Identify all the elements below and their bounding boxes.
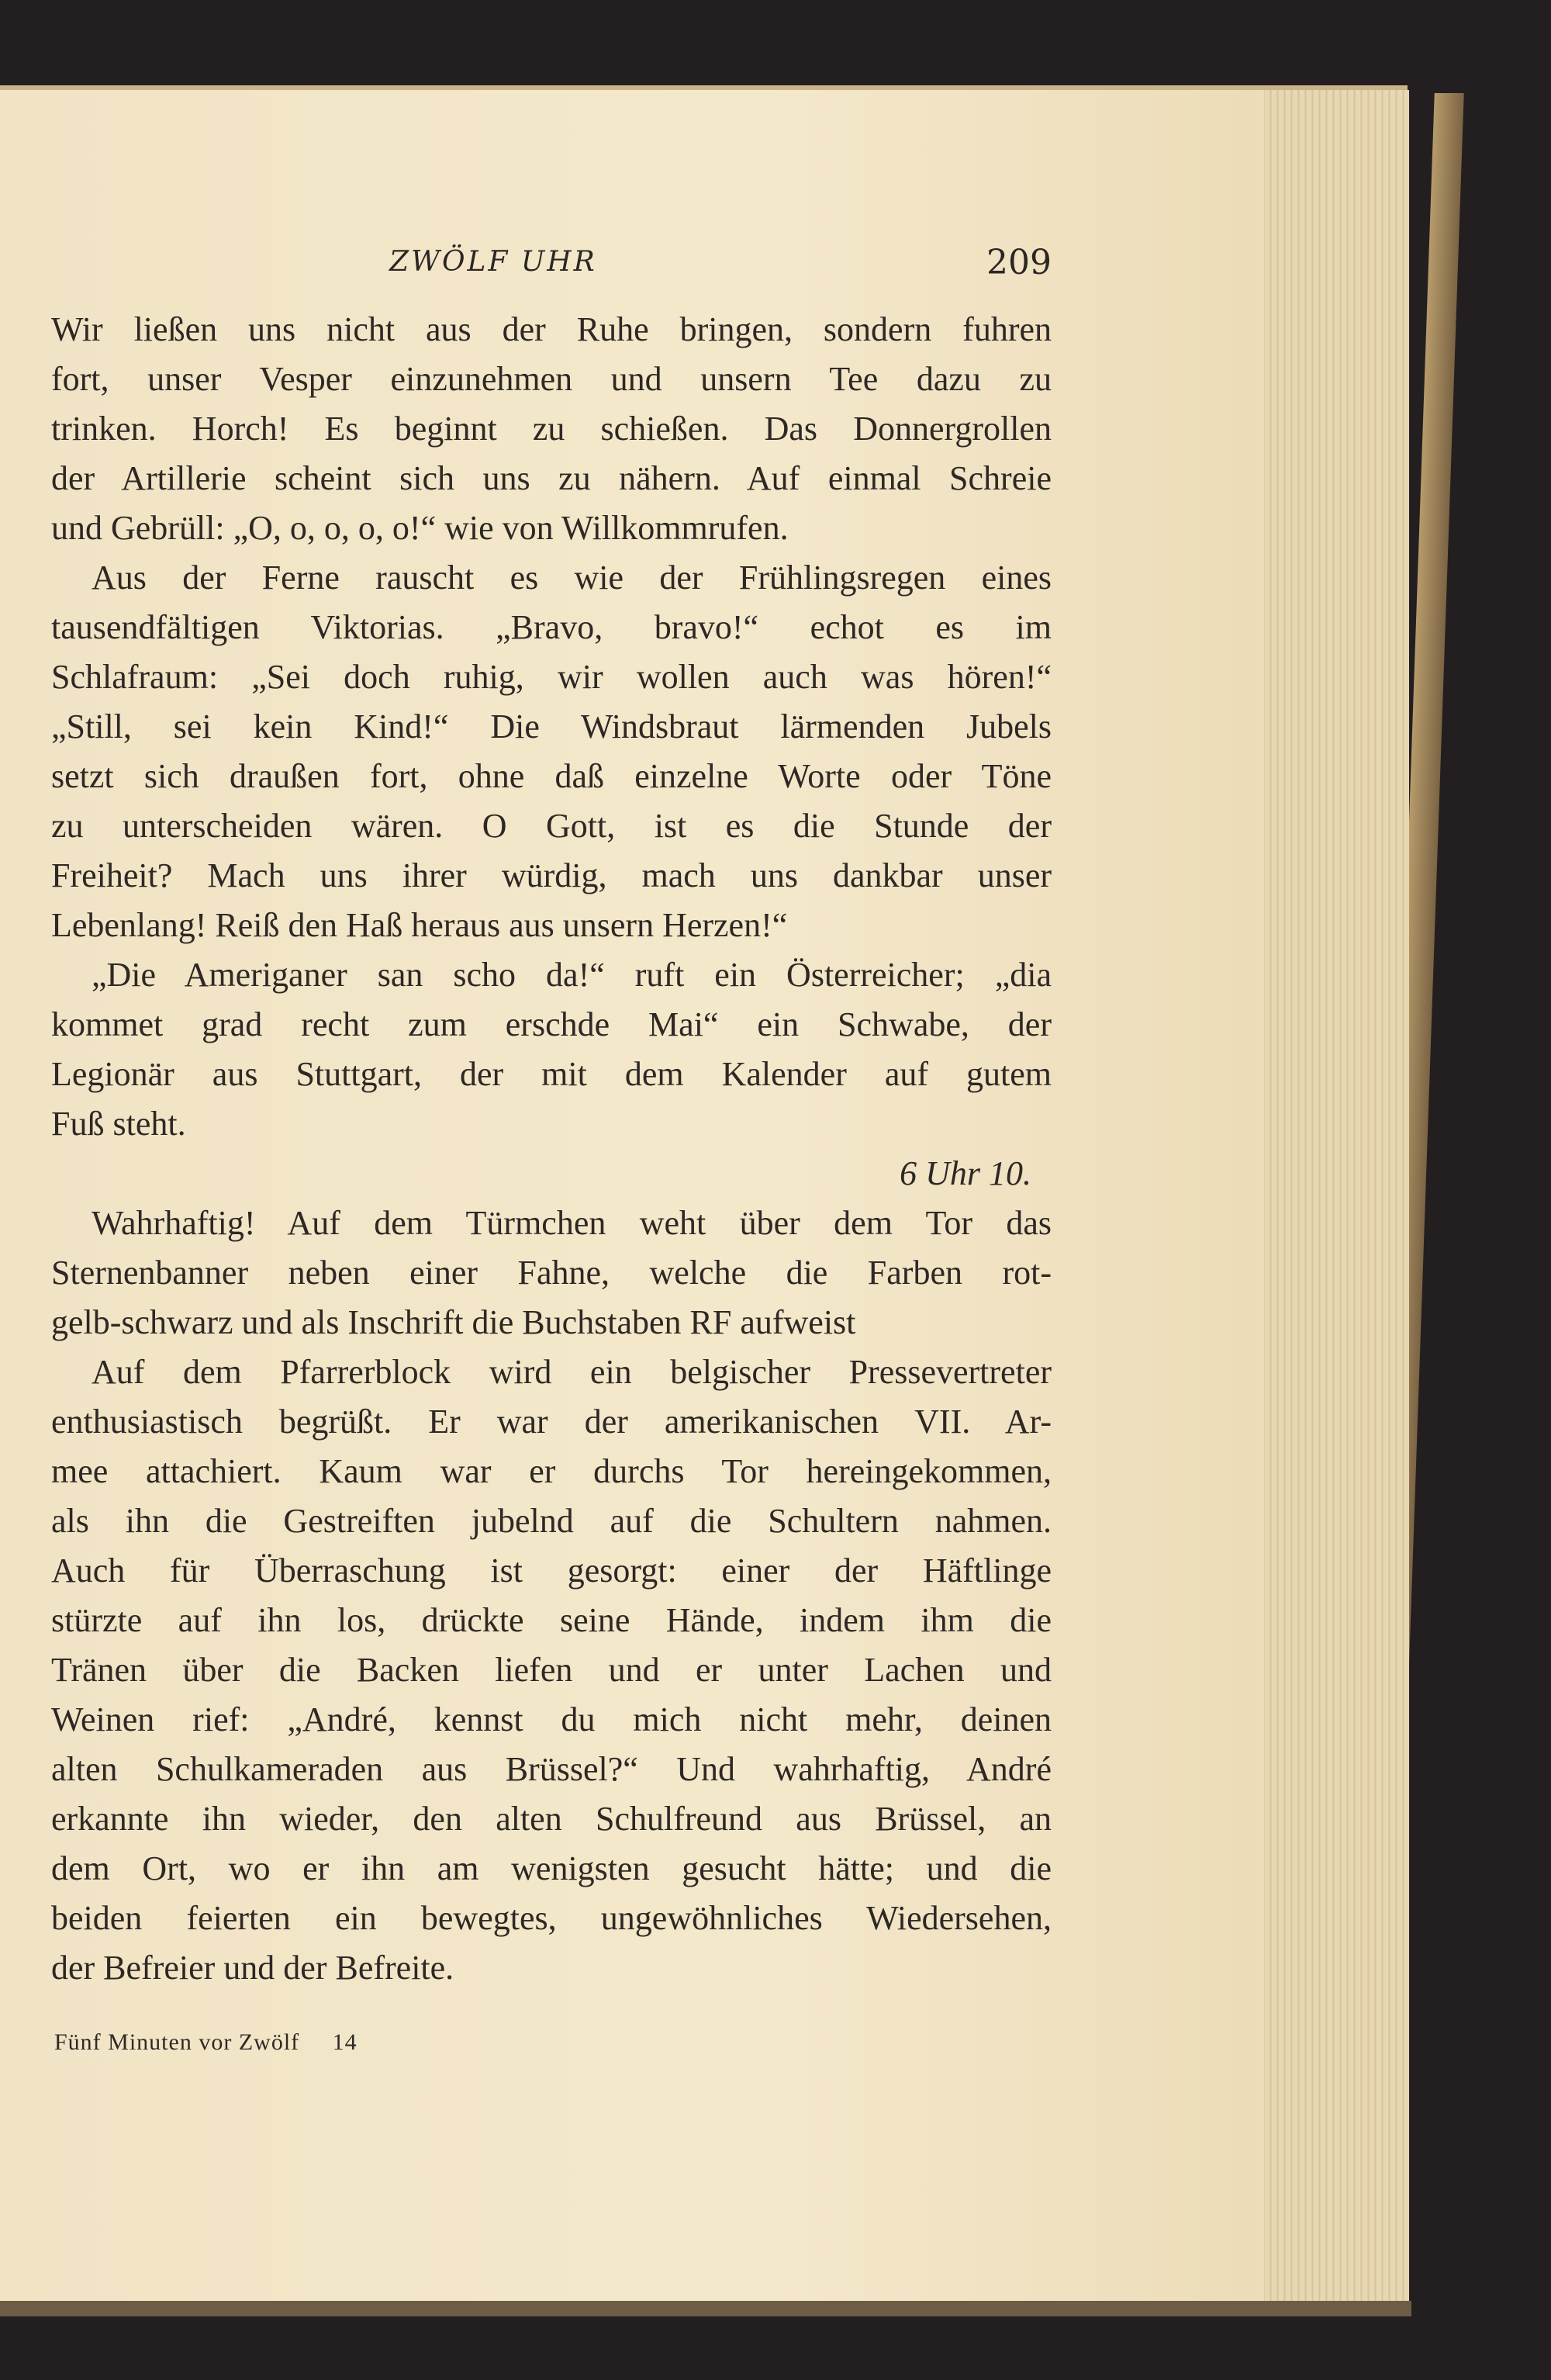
body-text [51, 305, 1052, 1993]
printer-signature [54, 2029, 358, 2056]
text-line: trinken. Horch! Es beginnt zu schießen. Das Donnergrollen [51, 410, 1052, 448]
page-number: 209 [986, 243, 1052, 282]
text-line: alten Schulkameraden aus Brüssel?“ Und wahrhaftig, André [51, 1750, 1052, 1788]
running-head: ZWÖLF UHR [389, 246, 597, 278]
page-edges [1256, 90, 1409, 2301]
text-line: Weinen rief: „André, kennst du mich nicht mehr, deinen [51, 1700, 1052, 1738]
text-line: beiden feierten ein bewegtes, ungewöhnliches Wiedersehen, [51, 1899, 1052, 1937]
text-line: Fuß steht. [51, 1105, 186, 1143]
text-line: als ihn die Gestreiften jubelnd auf die Schultern nahmen. [51, 1502, 1052, 1540]
text-line: Sternenbanner neben einer Fahne, welche die Farben rot- [51, 1254, 1052, 1292]
text-line: stürzte auf ihn los, drückte seine Hände, indem ihm die [51, 1601, 1052, 1639]
text-line: erkannte ihn wieder, den alten Schulfreund aus Brüssel, an [51, 1800, 1052, 1838]
text-line: Schlafraum: „Sei doch ruhig, wir wollen auch was hören!“ [51, 658, 1052, 696]
text-line: Legionär aus Stuttgart, der mit dem Kalender auf gutem [51, 1055, 1052, 1093]
text-line: Auf dem Pfarrerblock wird ein belgischer Pressevertreter [92, 1353, 1052, 1391]
text-line: Lebenlang! Reiß den Haß heraus aus unsern Herzen!“ [51, 906, 788, 944]
page-header [51, 237, 1052, 299]
text-line: der Artillerie scheint sich uns zu nähern. Auf einmal Schreie [51, 459, 1052, 497]
text-line: „Die Ameriganer san scho da!“ ruft ein Österreicher; „dia [92, 956, 1052, 994]
signature-title: Fünf Minuten vor Zwölf [54, 2029, 300, 2055]
text-line: Auch für Überraschung ist gesorgt: einer der Häftlinge [51, 1551, 1052, 1590]
time-stamp: 6 Uhr 10. [900, 1154, 1031, 1192]
text-line: Aus der Ferne rauscht es wie der Frühlingsregen eines [92, 559, 1052, 597]
text-line: mee attachiert. Kaum war er durchs Tor hereingekommen, [51, 1452, 1052, 1490]
text-line: Freiheit? Mach uns ihrer würdig, mach uns dankbar unser [51, 856, 1052, 894]
text-line: setzt sich draußen fort, ohne daß einzelne Worte oder Töne [51, 757, 1052, 795]
text-line: enthusiastisch begrüßt. Er war der amerikanischen VII. Ar- [51, 1403, 1052, 1441]
text-line: tausendfältigen Viktorias. „Bravo, bravo!“ echot es im [51, 608, 1052, 646]
text-line: der Befreier und der Befreite. [51, 1949, 454, 1987]
text-line: „Still, sei kein Kind!“ Die Windsbraut lärmenden Jubels [51, 707, 1052, 745]
text-line: fort, unser Vesper einzunehmen und unsern Tee dazu zu [51, 360, 1052, 398]
signature-number: 14 [332, 2029, 358, 2055]
text-line: kommet grad recht zum erschde Mai“ ein Schwabe, der [51, 1005, 1052, 1043]
text-line: Tränen über die Backen liefen und er unter Lachen und [51, 1651, 1052, 1689]
text-line: dem Ort, wo er ihn am wenigsten gesucht hätte; und die [51, 1849, 1052, 1887]
text-line: zu unterscheiden wären. O Gott, ist es die Stunde der [51, 807, 1052, 845]
book-bottom-edge [0, 2301, 1411, 2316]
text-line: Wahrhaftig! Auf dem Türmchen weht über dem Tor das [92, 1204, 1052, 1242]
text-line: Wir ließen uns nicht aus der Ruhe bringen, sondern fuhren [51, 310, 1052, 348]
text-line: gelb-schwarz und als Inschrift die Buchstaben RF aufweist [51, 1303, 856, 1341]
text-line: und Gebrüll: „O, o, o, o, o!“ wie von Willkommrufen. [51, 509, 789, 547]
